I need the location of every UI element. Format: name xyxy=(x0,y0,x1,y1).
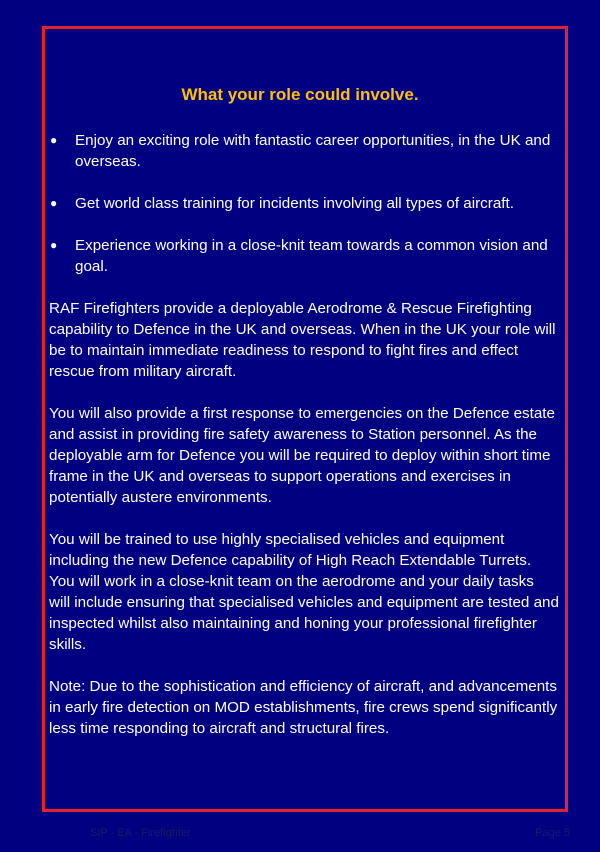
bullet-item xyxy=(49,235,559,277)
paragraph-role-overview: RAF Firefighters provide a deployable Aerodrome & Rescue Firefighting capability to Defence in the UK and overseas. When in the UK your role will be to maintain immediate readiness to respond to fight fires and effect rescue from military aircraft. xyxy=(49,300,556,380)
footer-page-number: Page 5 xyxy=(535,827,570,839)
bullet-dot-icon: ● xyxy=(50,196,58,210)
bullet-dot-icon: ● xyxy=(50,133,58,147)
bullet-dot-icon: ● xyxy=(50,238,58,252)
page-title: What your role could involve. xyxy=(181,85,419,104)
paragraph-note: Note: Due to the sophistication and efficiency of aircraft, and advancements in early fire detection on MOD establishments, fire crews spend significantly less time responding to aircraft and structural fires. xyxy=(49,678,558,737)
bullet-item xyxy=(49,130,559,172)
bullet-text: Enjoy an exciting role with fantastic career opportunities, in the UK and overseas. xyxy=(75,132,551,170)
bullet-list xyxy=(49,130,559,277)
bullet-text: Get world class training for incidents involving all types of aircraft. xyxy=(75,195,514,212)
bullet-text: Experience working in a close-knit team towards a common vision and goal. xyxy=(75,237,548,275)
paragraph-first-response: You will also provide a first response to emergencies on the Defence estate and assist in providing fire safety awareness to Station personnel. As the deployable arm for Defence you will be required to deploy within short time frame in the UK and overseas to support operations and exercises in potentially austere environments. xyxy=(49,405,555,506)
bullet-item xyxy=(49,193,559,214)
footer-document-label: SIP - EA - Firefighter xyxy=(90,827,191,839)
main-content xyxy=(49,130,559,760)
page-footer xyxy=(0,825,600,841)
paragraph-training: You will be trained to use highly specialised vehicles and equipment including the new Defence capability of High Reach Extendable Turrets. You will work in a close-knit team on the aerodrome and your daily tasks will include ensuring that specialised vehicles and equipment are tested and inspected whilst also maintaining and honing your professional firefighter skills. xyxy=(49,531,559,653)
